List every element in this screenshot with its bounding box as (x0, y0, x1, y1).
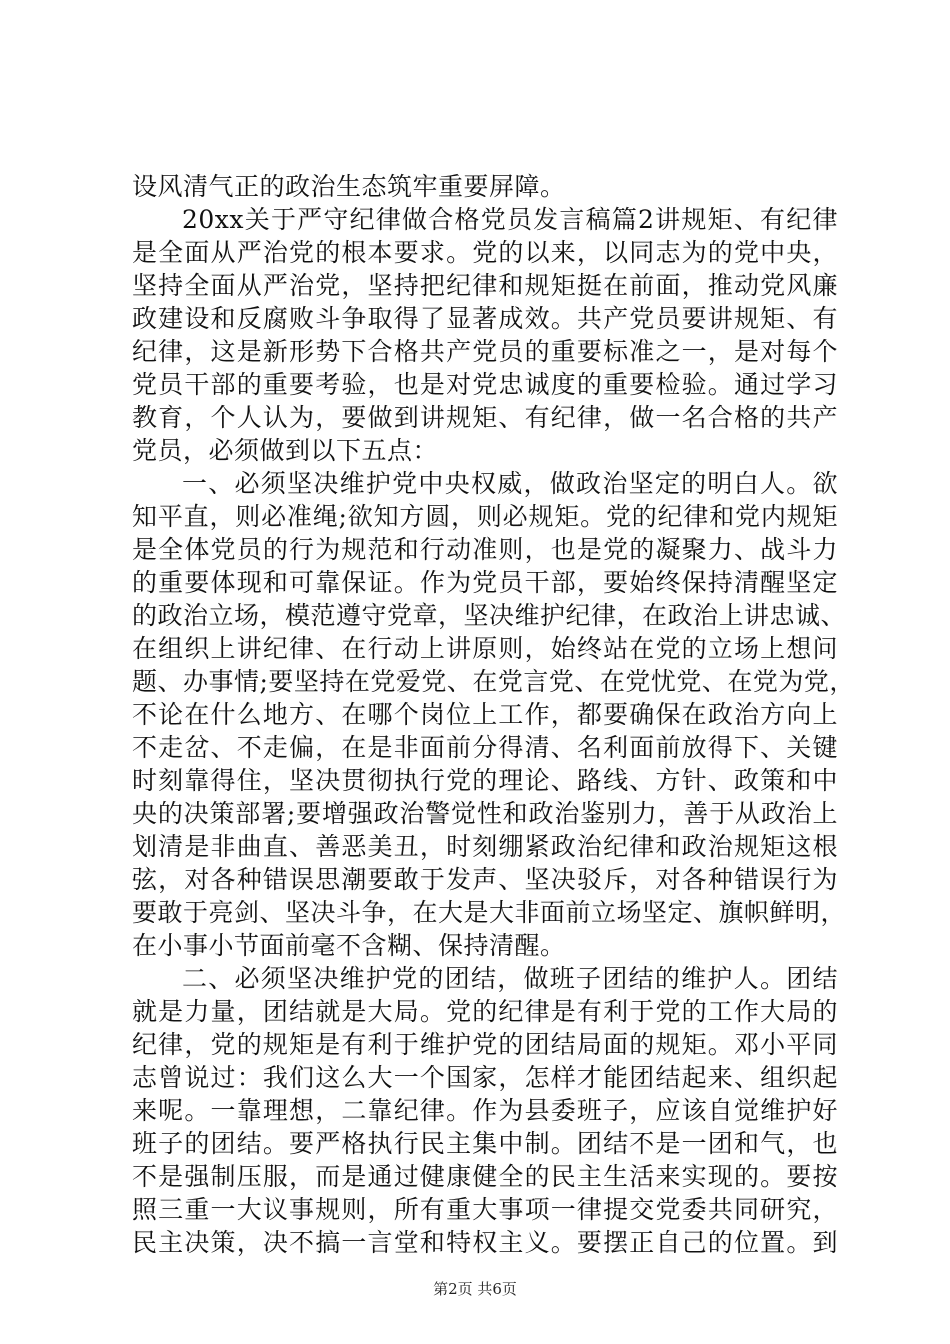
text-line: 20xx关于严守纪律做合格党员发言稿篇2讲规矩、有纪律 (182, 205, 838, 234)
text-line: 的重要体现和可靠保证。作为党员干部，要始终保持清醒坚定 (132, 568, 838, 597)
text-line: 在小事小节面前毫不含糊、保持清醒。 (132, 931, 566, 960)
text-line: 的政治立场，模范遵守党章，坚决维护纪律，在政治上讲忠诚、 (132, 601, 847, 630)
text-line: 班子的团结。要严格执行民主集中制。团结不是一团和气，也 (132, 1129, 838, 1158)
text-line: 设风清气正的政治生态筑牢重要屏障。 (132, 172, 566, 201)
text-line: 题、办事情;要坚持在党爱党、在党言党、在党忧党、在党为党， (132, 667, 855, 696)
text-line: 知平直，则必准绳;欲知方圆，则必规矩。党的纪律和党内规矩 (132, 502, 838, 531)
text-line: 教育，个人认为，要做到讲规矩、有纪律，做一名合格的共产 (132, 403, 838, 432)
text-line: 党员，必须做到以下五点： (132, 436, 439, 465)
text-line: 不走岔、不走偏，在是非面前分得清、名利面前放得下、关键 (132, 733, 838, 762)
text-line: 要敢于亮剑、坚决斗争，在大是大非面前立场坚定、旗帜鲜明， (132, 898, 847, 927)
text-line: 民主决策，决不搞一言堂和特权主义。要摆正自己的位置。到 (132, 1228, 838, 1257)
text-line: 央的决策部署;要增强政治警觉性和政治鉴别力，善于从政治上 (132, 799, 838, 828)
text-line: 党员干部的重要考验，也是对党忠诚度的重要检验。通过学习 (132, 370, 838, 399)
text-line: 二、必须坚决维护党的团结，做班子团结的维护人。团结 (182, 964, 838, 993)
text-line: 不是强制压服，而是通过健康健全的民主生活来实现的。要按 (132, 1162, 838, 1191)
text-line: 志曾说过：我们这么大一个国家，怎样才能团结起来、组织起 (132, 1063, 838, 1092)
text-line: 照三重一大议事规则，所有重大事项一律提交党委共同研究， (132, 1195, 838, 1224)
text-line: 纪律，这是新形势下合格共产党员的重要标准之一，是对每个 (132, 337, 838, 366)
text-line: 政建设和反腐败斗争取得了显著成效。共产党员要讲规矩、有 (132, 304, 838, 333)
text-line: 不论在什么地方、在哪个岗位上工作，都要确保在政治方向上 (132, 700, 838, 729)
text-line: 在组织上讲纪律、在行动上讲原则，始终站在党的立场上想问 (132, 634, 838, 663)
text-line: 划清是非曲直、善恶美丑，时刻绷紧政治纪律和政治规矩这根 (132, 832, 838, 861)
text-line: 纪律，党的规矩是有利于维护党的团结局面的规矩。邓小平同 (132, 1030, 838, 1059)
text-line: 时刻靠得住，坚决贯彻执行党的理论、路线、方针、政策和中 (132, 766, 838, 795)
text-line: 来呢。一靠理想，二靠纪律。作为县委班子，应该自觉维护好 (132, 1096, 838, 1125)
page-footer: 第2页 共6页 (433, 1280, 517, 1298)
text-line: 一、必须坚决维护党中央权威，做政治坚定的明白人。欲 (182, 469, 838, 498)
text-line: 弦，对各种错误思潮要敢于发声、坚决驳斥，对各种错误行为 (132, 865, 838, 894)
text-line: 是全体党员的行为规范和行动准则，也是党的凝聚力、战斗力 (132, 535, 838, 564)
text-line: 就是力量，团结就是大局。党的纪律是有利于党的工作大局的 (132, 997, 838, 1026)
text-line: 是全面从严治党的根本要求。党的以来，以同志为的党中央， (132, 238, 838, 267)
text-line: 坚持全面从严治党，坚持把纪律和规矩挺在前面，推动党风廉 (132, 271, 838, 300)
document-body (132, 170, 855, 1259)
